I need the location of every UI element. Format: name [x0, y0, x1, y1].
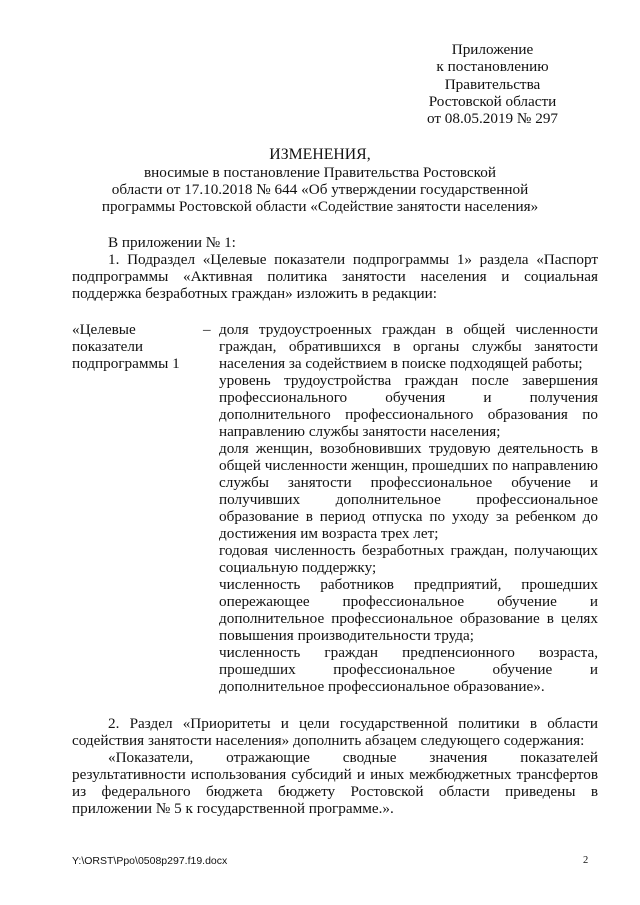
table-label-line: подпрограммы 1 [72, 355, 180, 372]
indicator-line: образование в период отпуска по уходу за ребенком до [219, 508, 598, 525]
item2-line: 2. Раздел «Приоритеты и цели государственной политики в области [108, 715, 598, 732]
subtitle-line: области от 17.10.2018 № 644 «Об утверждении государственной [111, 181, 529, 198]
indicator-line: получивших дополнительное профессиональное [219, 491, 598, 508]
indicator-line: достижения им возраста трех лет; [219, 525, 439, 542]
indicator-line: граждан, обратившихся в органы службы занятости [219, 338, 598, 355]
item1-line: подпрограммы «Активная политика занятости населения и социальная [72, 268, 598, 285]
table-label-line: «Целевые [72, 321, 136, 338]
item2-line: «Показатели, отражающие сводные значения показателей [108, 749, 598, 766]
indicator-line: прошедших профессиональное обучение и [219, 661, 598, 678]
item2-line: из федерального бюджета бюджету Ростовской области приведены в [72, 783, 598, 800]
item2-line: результативности использования субсидий и иных межбюджетных трансфертов [72, 766, 598, 783]
page-number: 2 [583, 855, 589, 866]
indicator-line: направлению службы занятости населения; [219, 423, 501, 440]
indicator-line: дополнительное профессиональное образование». [219, 678, 545, 695]
appendix-block [380, 41, 605, 127]
indicator-line: профессионального обучения и получения [219, 389, 598, 406]
item1-line: 1. Подраздел «Целевые показатели подпрограммы 1» раздела «Паспорт [108, 251, 598, 268]
indicator-line: общей численности женщин, прошедших по направлению [219, 457, 598, 474]
appendix-line: Ростовской области [428, 92, 557, 110]
indicator-line: социальную поддержку; [219, 559, 377, 576]
appendix-line: Правительства [444, 75, 541, 93]
indicator-line: повышения производительности труда; [219, 627, 474, 644]
appendix-line: к постановлению [436, 58, 549, 76]
subtitle-line: программы Ростовской области «Содействие занятости населения» [101, 198, 539, 215]
document-title: ИЗМЕНЕНИЯ, [269, 146, 371, 163]
indicator-line: уровень трудоустройства граждан после завершения [219, 372, 598, 389]
intro-text: В приложении № 1: [108, 234, 236, 251]
indicator-line: населения за содействием в поиске подходящей работы; [219, 355, 583, 372]
indicator-line: дополнительного профессионального образования по [219, 406, 598, 423]
footer-file-path: Y:\ORST\Ppo\0508p297.f19.docx [72, 855, 228, 867]
indicator-line: службы занятости профессиональное обучение и [219, 474, 598, 491]
indicator-line: численность граждан предпенсионного возраста, [219, 644, 598, 661]
table-label-line: показатели [72, 338, 144, 355]
indicator-line: годовая численность безработных граждан, получающих [219, 542, 598, 559]
indicator-line: доля трудоустроенных граждан в общей численности [219, 321, 598, 338]
appendix-line: от 08.05.2019 № 297 [426, 110, 559, 128]
indicator-line: дополнительное профессиональное образование в целях [219, 610, 598, 627]
item2-line: содействия занятости населения» дополнить абзацем следующего содержания: [72, 732, 585, 749]
subtitle-line: вносимые в постановление Правительства Ростовской [143, 164, 496, 181]
indicator-line: численность работников предприятий, прошедших [219, 576, 598, 593]
appendix-line: Приложение [451, 41, 534, 58]
table-dash: – [203, 321, 211, 338]
item1-line: поддержка безработных граждан» изложить в редакции: [72, 285, 438, 302]
indicator-line: доля женщин, возобновивших трудовую деятельность в [219, 440, 598, 457]
indicator-line: опережающее профессиональное обучение и [219, 593, 598, 610]
item2-line: приложении № 5 к государственной программе.». [72, 800, 394, 817]
